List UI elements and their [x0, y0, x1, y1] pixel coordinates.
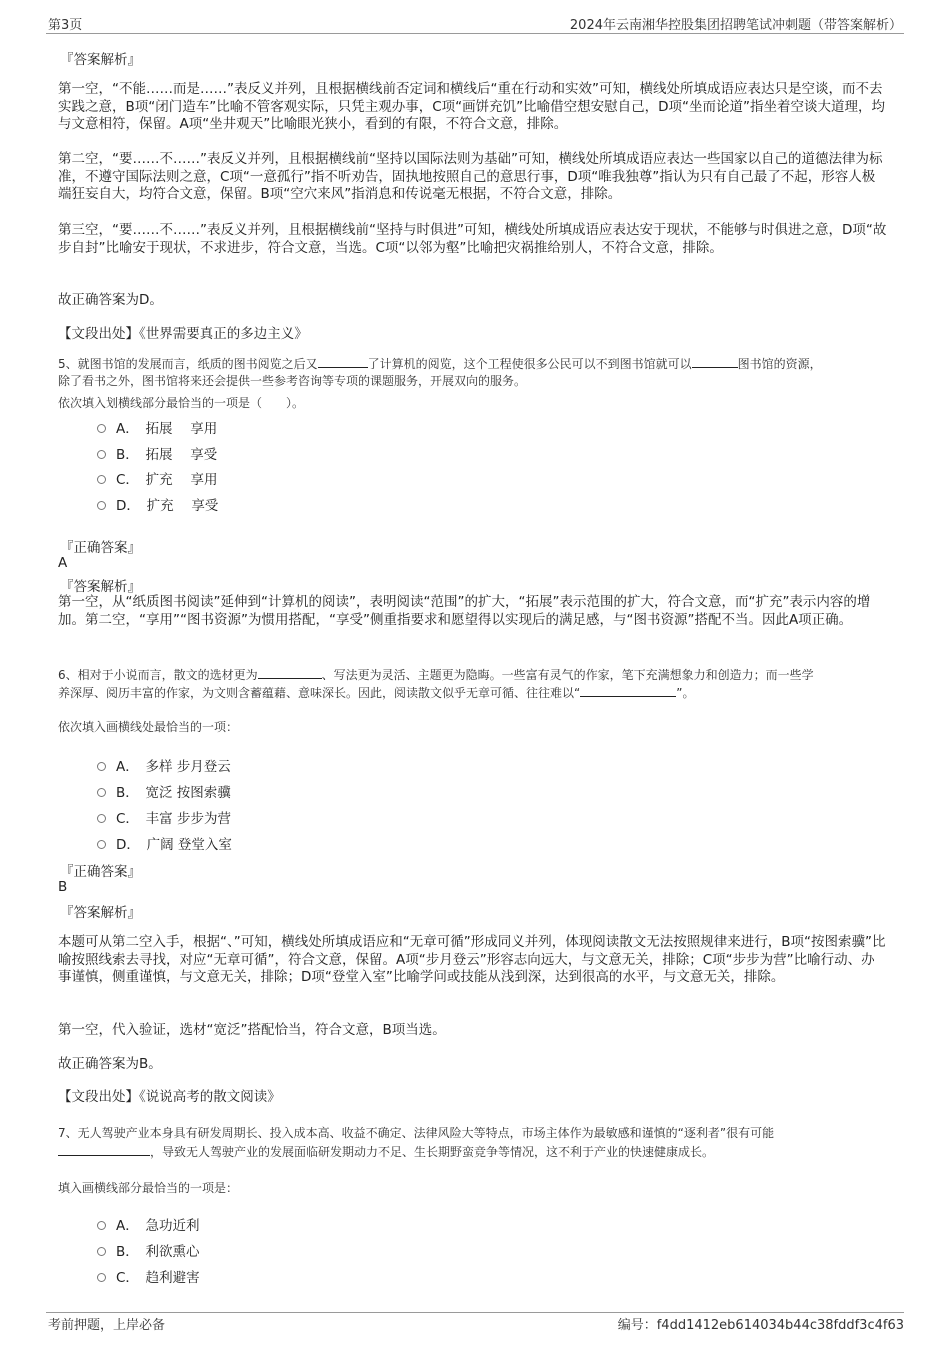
q7-blank [58, 1143, 150, 1156]
q6-option-d-label: D． 广阔 登堂入室 [116, 837, 232, 853]
q7-stem: 7、无人驾驶产业本身具有研发周期长、投入成本高、收益不确定、法律风险大等特点，市场主体作为最敏感和谨慎的“逐利者”很有可能 [58, 1126, 775, 1140]
q7-stem-line-2-text: ，导致无人驾驶产业的发展面临研发期动力不足、生长期野蛮竞争等情况，这不利于产业的快速健康成长。 [150, 1145, 715, 1159]
footer-divider [46, 1312, 904, 1313]
q7-option-a[interactable] [97, 1214, 200, 1234]
q5-stem [58, 355, 903, 373]
q6-blank-2 [580, 684, 676, 697]
q6-stem-part-b: 、写法更为灵活、主题更为隐晦。一些富有灵气的作家，笔下充满想象力和创造力；而一些学 [321, 668, 814, 682]
q5-stem-part-c: 图书馆的资源， [737, 357, 822, 371]
q5-blank-2 [692, 355, 738, 368]
prev-analysis-para-3: 第三空，“要……不……”表反义并列，且根据横线前“坚持与时俱进”可知，横线处所填成语应表达安于现状，不能够与时俱进之意，D项“故步自封”比喻安于现状，不求进步，符合文意，当选。C项“以邻为壑”比喻把灾祸推给别人，不符合文意，排除。 [58, 222, 887, 256]
prev-analysis-para-2: 第二空，“要……不……”表反义并列，且根据横线前“坚持以国际法则为基础”可知，横线处所填成语应表达一些国家以自己的道德法律为标准，不遵守国际法则之意，C项“一意孤行”指不听劝告，固执地按照自己的意思行事，D项“唯我独尊”指认为只有自己最了不起，形容人极端狂妄自大，均符合文意，保留。B项“空穴来风”指消息和传说毫无根据，不符合文意，排除。 [58, 151, 883, 202]
q6-blank-1 [258, 666, 322, 679]
q7-option-a-label: A． 急功近利 [116, 1218, 200, 1234]
q6-option-c[interactable] [97, 807, 231, 827]
footer-slogan: 考前押题，上岸必备 [48, 1318, 166, 1333]
q5-option-c-label: C． 扩充 享用 [116, 472, 218, 488]
q5-stem-part-b: 了计算机的阅览，这个工程使很多公民可以不到图书馆就可以 [367, 357, 692, 371]
radio-icon[interactable] [97, 1221, 106, 1230]
q6-option-a[interactable] [97, 755, 231, 775]
q5-stem-part-a: 5、就图书馆的发展而言，纸质的图书阅览之后又 [58, 357, 318, 371]
q7-stem-line-2 [58, 1143, 714, 1161]
q6-analysis-para-2: 第一空，代入验证，选材“宽泛”搭配恰当，符合文意，B项当选。 [58, 1022, 446, 1038]
q5-option-b-label: B． 拓展 享受 [116, 447, 218, 463]
q5-analysis: 第一空，从“纸质图书阅读”延伸到“计算机的阅读”，表明阅读“范围”的扩大，“拓展”表示范围的扩大，符合文意，而“扩充”表示内容的增加。第二空，“享用”“图书资源”为惯用搭配，“享受”侧重指要求和愿望得以实现后的满足感，与“图书资源”搭配不当。因此A项正确。 [58, 594, 871, 628]
q6-analysis-para-1: 本题可从第二空入手，根据“、”可知，横线处所填成语应和“无章可循”形成同义并列，体现阅读散文无法按照规律来进行，B项“按图索骥”比喻按照线索去寻找，对应“无章可循”，符合文意，保留。A项“步月登云”形容志向远大，与文意无关，排除；C项“步步为营”比喻行动、办事谨慎，侧重谨慎，与文意无关，排除；D项“登堂入室”比喻学问或技能从浅到深，达到很高的水平，与文意无关，排除。 [58, 934, 886, 985]
q6-stem-line-2 [58, 684, 694, 702]
q5-option-d-label: D． 扩充 享受 [116, 498, 219, 514]
q6-option-b[interactable] [97, 781, 231, 801]
q5-option-a[interactable] [97, 417, 217, 437]
q5-prompt: 依次填入划横线部分最恰当的一项是（ ）。 [58, 396, 305, 410]
page-number: 第3页 [48, 18, 83, 33]
radio-icon[interactable] [97, 450, 106, 459]
q6-correct-label: 『正确答案』 [60, 864, 141, 880]
q7-option-b-label: B． 利欲熏心 [116, 1244, 200, 1260]
q7-prompt: 填入画横线部分最恰当的一项是： [58, 1181, 239, 1195]
q6-option-d[interactable] [97, 833, 232, 853]
radio-icon[interactable] [97, 814, 106, 823]
q6-analysis-label: 『答案解析』 [60, 905, 141, 921]
radio-icon[interactable] [97, 475, 106, 484]
q6-stem-line-2-a: 养深厚、阅历丰富的作家，为文则含蓄蕴藉、意味深长。因此，阅读散文似乎无章可循、往往难以“ [58, 686, 581, 700]
q5-correct-value: A [58, 555, 68, 571]
q6-option-b-label: B． 宽泛 按图索骥 [116, 785, 231, 801]
q6-correct-value: B [58, 879, 68, 895]
q6-option-c-label: C． 丰富 步步为营 [116, 811, 231, 827]
document-title: 2024年云南湘华控股集团招聘笔试冲刺题（带答案解析） [569, 18, 902, 33]
header-divider [46, 33, 904, 34]
radio-icon[interactable] [97, 1247, 106, 1256]
q7-option-b[interactable] [97, 1240, 200, 1260]
prev-analysis-label: 『答案解析』 [60, 52, 141, 68]
q6-source: 【文段出处】《说说高考的散文阅读》 [58, 1089, 281, 1105]
prev-analysis-para-1: 第一空，“不能……而是……”表反义并列，且根据横线前否定词和横线后“重在行动和实效”可知，横线处所填成语应表达只是空谈，而不去实践之意，B项“闭门造车”比喻不管客观实际，只凭主观办事，C项“画饼充饥”比喻借空想安慰自己，D项“坐而论道”指坐着空谈大道理，均与文意相符，保留。A项“坐井观天”比喻眼光狭小，看到的有限，不符合文意，排除。 [58, 81, 886, 132]
prev-conclusion: 故正确答案为D。 [58, 292, 163, 308]
q6-stem-line-2-b: ”。 [676, 686, 695, 700]
footer-serial-number: 编号：f4dd1412eb614034b44c38fddf3c4f63 [617, 1318, 904, 1333]
q7-option-c-label: C． 趋利避害 [116, 1270, 200, 1286]
q5-option-a-label: A． 拓展 享用 [116, 421, 218, 437]
q5-option-c[interactable] [97, 468, 217, 488]
q5-option-d[interactable] [97, 494, 218, 514]
radio-icon[interactable] [97, 762, 106, 771]
q5-correct-label: 『正确答案』 [60, 540, 141, 556]
q6-conclusion: 故正确答案为B。 [58, 1056, 162, 1072]
q5-option-b[interactable] [97, 443, 217, 463]
q6-stem-part-a: 6、相对于小说而言，散文的选材更为 [58, 668, 258, 682]
radio-icon[interactable] [97, 501, 106, 510]
q6-stem [58, 666, 903, 684]
radio-icon[interactable] [97, 424, 106, 433]
q6-prompt: 依次填入画横线处最恰当的一项： [58, 720, 239, 734]
q7-option-c[interactable] [97, 1266, 200, 1286]
radio-icon[interactable] [97, 1273, 106, 1282]
radio-icon[interactable] [97, 840, 106, 849]
q6-option-a-label: A． 多样 步月登云 [116, 759, 231, 775]
prev-source: 【文段出处】《世界需要真正的多边主义》 [58, 326, 308, 342]
q5-analysis-label: 『答案解析』 [60, 579, 141, 595]
q5-blank-1 [318, 355, 368, 368]
radio-icon[interactable] [97, 788, 106, 797]
q5-stem-line-2: 除了看书之外，图书馆将来还会提供一些参考咨询等专项的课题服务，开展双向的服务。 [58, 374, 527, 388]
